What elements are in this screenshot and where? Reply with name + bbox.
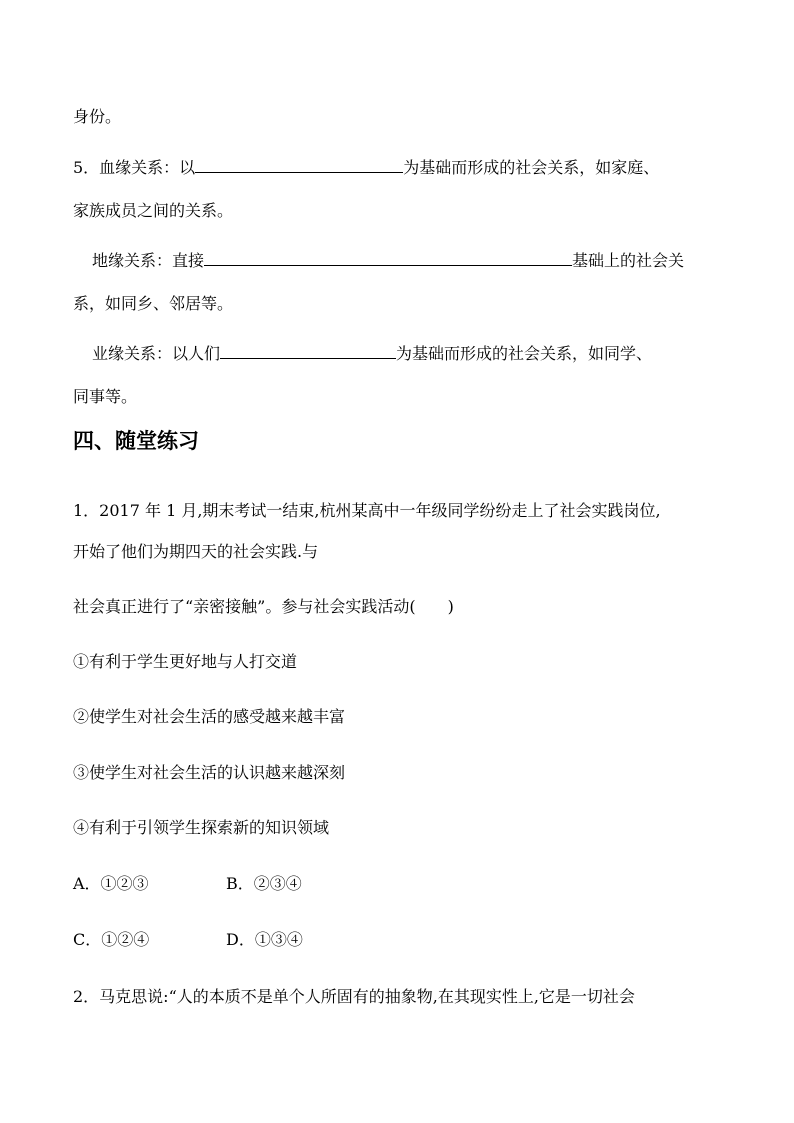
q5-after-blank: 为基础而形成的社会关系，如家庭、 (403, 158, 660, 177)
q1-option-d[interactable]: D．①③④ (226, 930, 303, 949)
q1-option-b[interactable]: B．②③④ (226, 874, 302, 893)
q1-line3: 社会真正进行了“亲密接触”。参与社会实践活动( ) (73, 597, 454, 616)
geo-relation (92, 250, 684, 272)
work-continuation: 同事等。 (73, 387, 138, 406)
work-label: 业缘关系：以人们 (92, 344, 221, 363)
q1-line1: 1．2017 年 1 月,期末考试一结束,杭州某高中一年级同学纷纷走上了社会实践岗位, (73, 501, 661, 520)
geo-after-blank: 基础上的社会关 (572, 251, 685, 270)
q5-label: 5．血缘关系：以 (73, 158, 196, 177)
q2-line1: 2．马克思说:“人的本质不是单个人所固有的抽象物,在其现实性上,它是一切社会 (73, 987, 635, 1006)
q5-blank (195, 158, 403, 173)
geo-blank (204, 251, 572, 266)
q1-line2: 开始了他们为期四天的社会实践.与 (73, 542, 319, 561)
work-relation (92, 343, 652, 365)
q1-item-4: ④有利于引领学生探索新的知识领域 (73, 818, 330, 837)
q5-continuation: 家族成员之间的关系。 (73, 201, 234, 220)
prev-line-continuation: 身份。 (73, 107, 122, 126)
section-heading: 四、随堂练习 (73, 429, 199, 453)
q1-item-2: ②使学生对社会生活的感受越来越丰富 (73, 707, 346, 726)
q1-option-c[interactable]: C．①②④ (73, 930, 150, 949)
work-after-blank: 为基础而形成的社会关系，如同学、 (396, 344, 653, 363)
q1-option-a[interactable]: A．①②③ (73, 874, 149, 893)
q1-item-3: ③使学生对社会生活的认识越来越深刻 (73, 763, 346, 782)
q1-item-1: ①有利于学生更好地与人打交道 (73, 652, 298, 671)
q5-blood-relation (73, 157, 659, 179)
geo-continuation: 系，如同乡、邻居等。 (73, 294, 234, 313)
geo-label: 地缘关系：直接 (92, 251, 205, 270)
work-blank (220, 344, 396, 359)
